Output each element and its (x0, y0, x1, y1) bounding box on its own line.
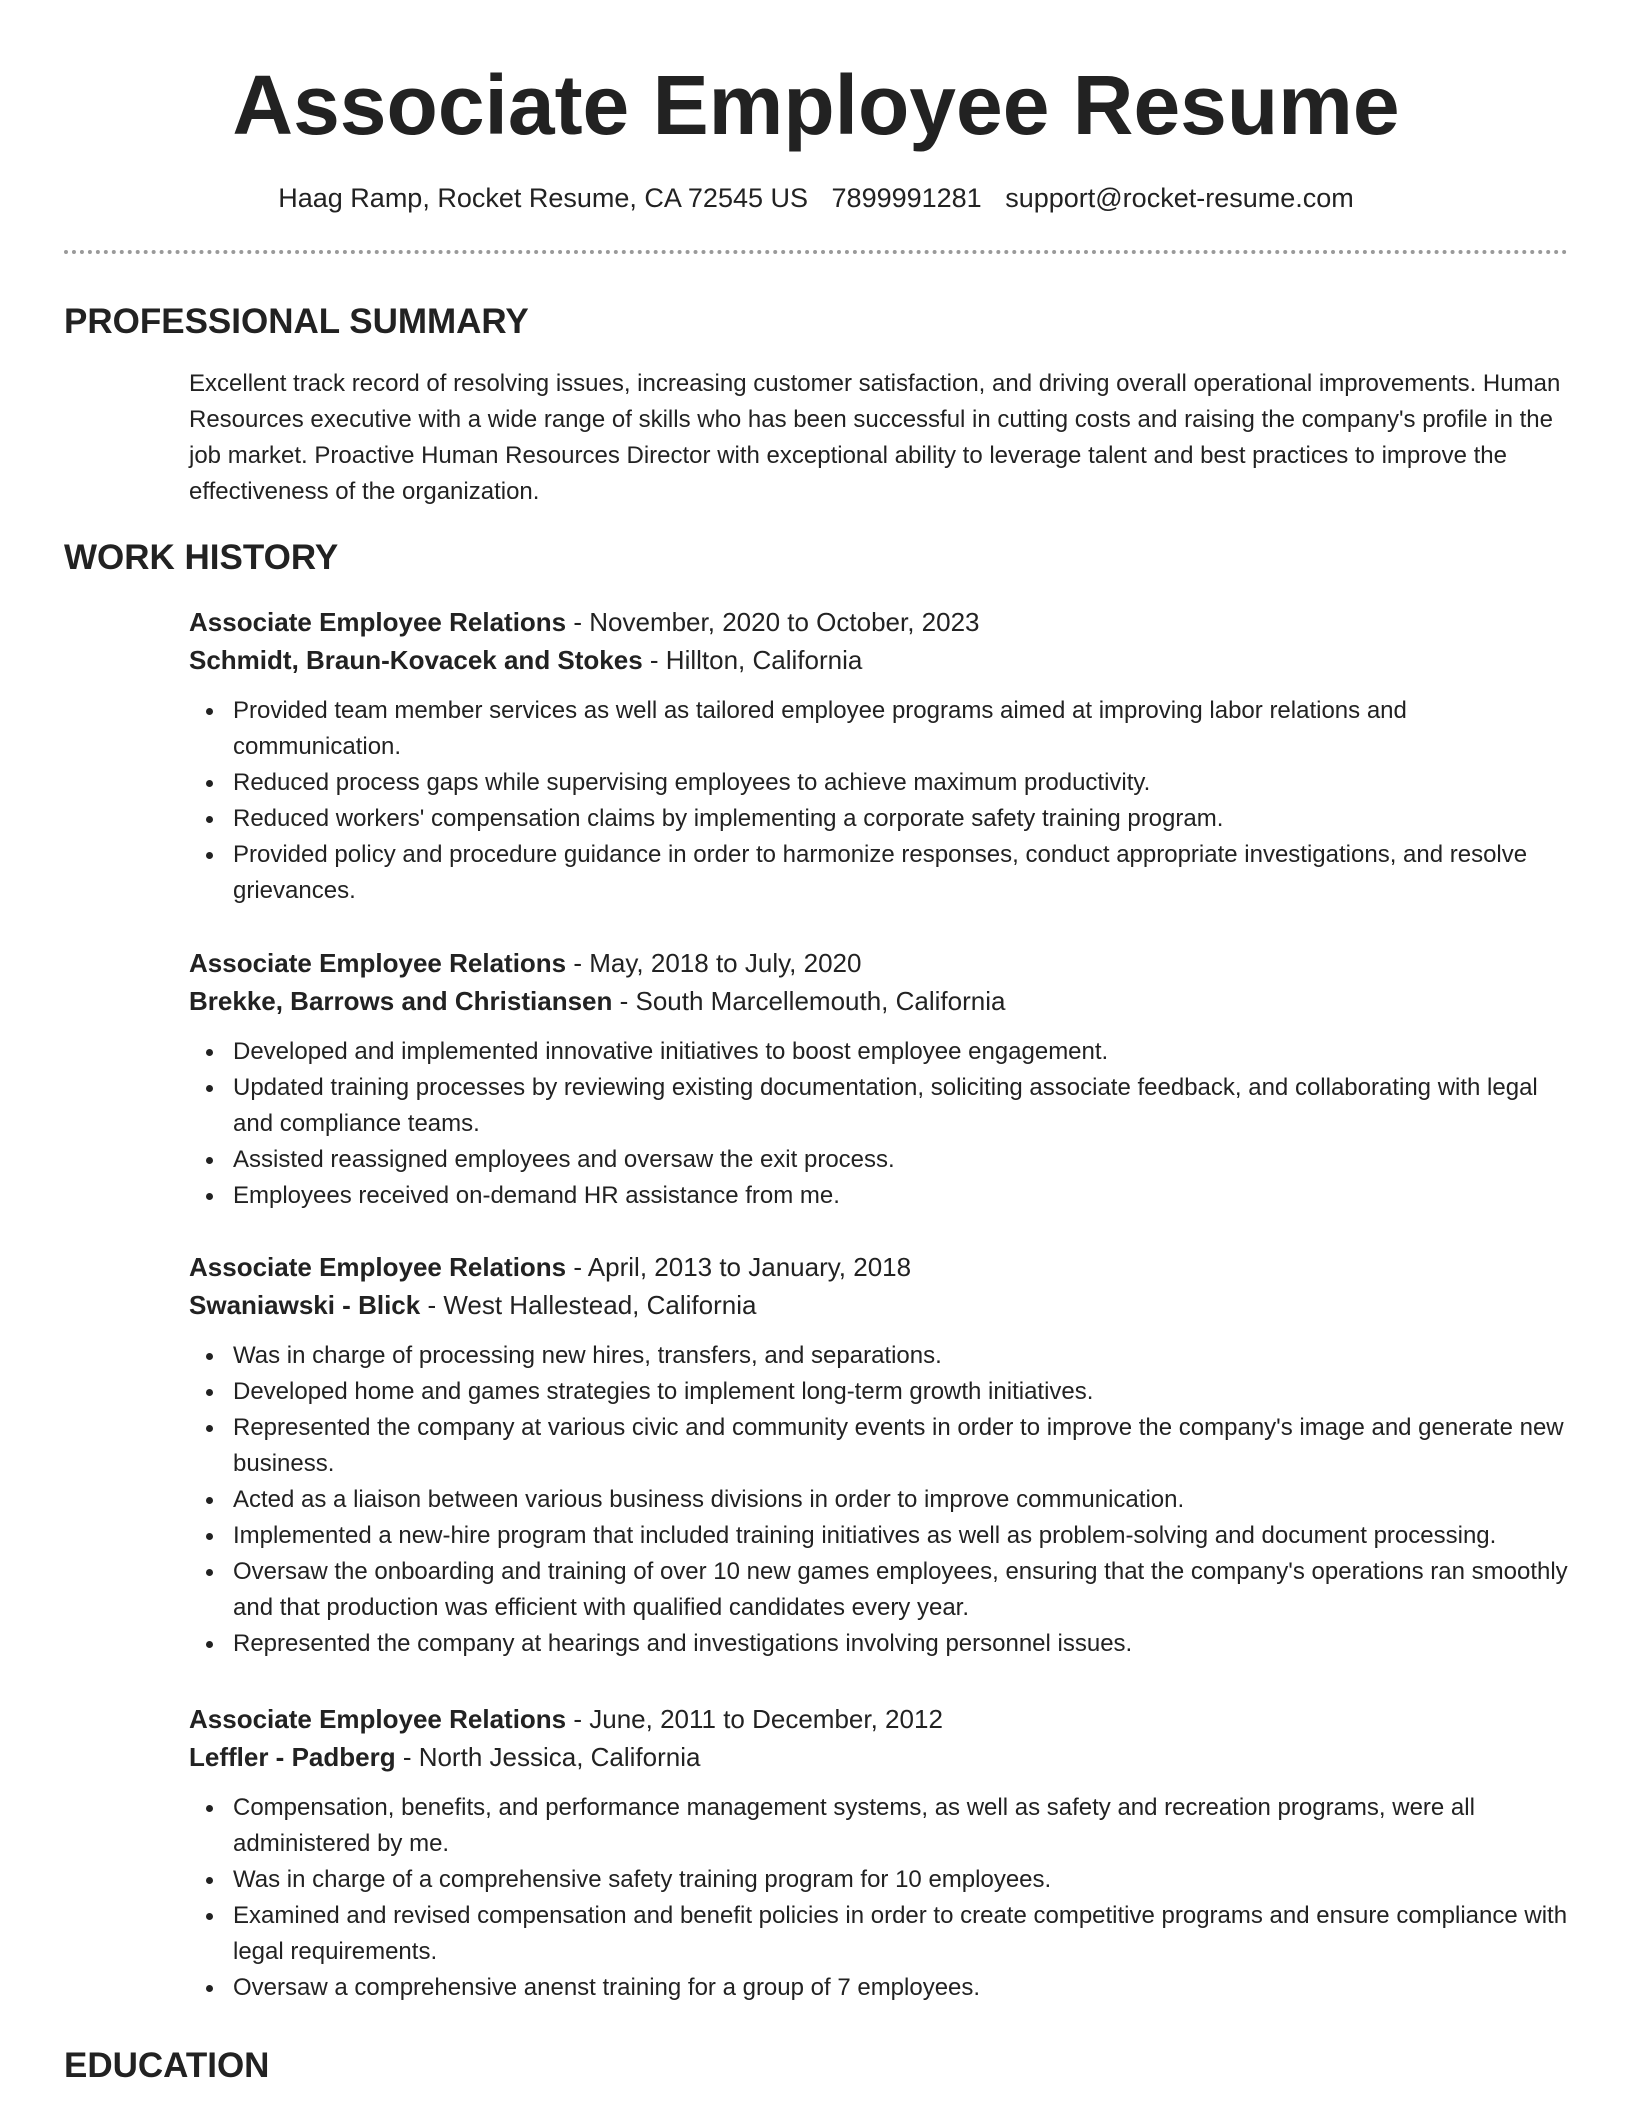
job-company: Brekke, Barrows and Christiansen (189, 986, 613, 1016)
job-bullet: Reduced process gaps while supervising employees to achieve maximum productivity. (233, 765, 1574, 801)
job-bullet: Employees received on-demand HR assistance from me. (233, 1178, 1574, 1214)
job-bullet: Developed home and games strategies to implement long-term growth initiatives. (233, 1374, 1574, 1410)
job-dates: - June, 2011 to December, 2012 (566, 1704, 943, 1734)
job-title-line (189, 1700, 1574, 1738)
contact-email[interactable]: support@rocket-resume.com (1005, 183, 1354, 213)
job-bullet: Implemented a new-hire program that included training initiatives as well as problem-solving and document processing. (233, 1518, 1574, 1554)
job-company: Swaniawski - Blick (189, 1290, 421, 1320)
job-bullet: Reduced workers' compensation claims by implementing a corporate safety training program. (233, 801, 1574, 837)
work-history-heading: WORK HISTORY (64, 538, 339, 577)
resume-title: Associate Employee Resume (232, 58, 1400, 152)
header-divider (64, 250, 1568, 254)
job-bullet: Developed and implemented innovative initiatives to boost employee engagement. (233, 1034, 1574, 1070)
job-location: - Hillton, California (642, 645, 863, 675)
job-bullet: Compensation, benefits, and performance management systems, as well as safety and recreation programs, were all administered by me. (233, 1790, 1574, 1862)
job-dates: - November, 2020 to October, 2023 (566, 607, 980, 637)
summary-heading: PROFESSIONAL SUMMARY (64, 302, 529, 341)
job-bullets (189, 693, 1574, 909)
education-heading: EDUCATION (64, 2046, 270, 2085)
job-title-line (189, 603, 1574, 641)
job-title: Associate Employee Relations (189, 1704, 567, 1734)
summary-text: Excellent track record of resolving issues, increasing customer satisfaction, and driving overall operational improvements. Human Resources executive with a wide range of skills who has been successful in cutting costs and raising the company's profile in the job market. Proactive Human Resources Director with exceptional ability to leverage talent and best practices to improve the effectiveness of the organization. (189, 370, 1561, 505)
job-bullet: Was in charge of processing new hires, transfers, and separations. (233, 1338, 1574, 1374)
job-title: Associate Employee Relations (189, 948, 567, 978)
contact-phone: 7899991281 (831, 183, 982, 213)
job-bullets (189, 1338, 1574, 1662)
job-bullet: Represented the company at various civic and community events in order to improve the company's image and generate new business. (233, 1410, 1574, 1482)
job-location: - North Jessica, California (395, 1742, 701, 1772)
job-company: Schmidt, Braun-Kovacek and Stokes (189, 645, 643, 675)
job-entry (189, 944, 1574, 1214)
job-bullet: Oversaw a comprehensive anenst training for a group of 7 employees. (233, 1970, 1574, 2006)
job-company-line (189, 982, 1574, 1020)
job-bullets (189, 1790, 1574, 2006)
job-bullet: Represented the company at hearings and investigations involving personnel issues. (233, 1626, 1574, 1662)
job-bullet: Assisted reassigned employees and oversaw the exit process. (233, 1142, 1574, 1178)
job-company-line (189, 1286, 1574, 1324)
job-bullet: Examined and revised compensation and benefit policies in order to create competitive programs and ensure compliance with legal requirements. (233, 1898, 1574, 1970)
job-bullets (189, 1034, 1574, 1214)
job-location: - South Marcellemouth, California (612, 986, 1006, 1016)
job-bullet: Updated training processes by reviewing existing documentation, soliciting associate feedback, and collaborating with legal and compliance teams. (233, 1070, 1574, 1142)
contact-address: Haag Ramp, Rocket Resume, CA 72545 US (278, 183, 809, 213)
job-bullet: Provided policy and procedure guidance in order to harmonize responses, conduct appropriate investigations, and resolve grievances. (233, 837, 1574, 909)
job-bullet: Provided team member services as well as tailored employee programs aimed at improving labor relations and communication. (233, 693, 1574, 765)
job-company: Leffler - Padberg (189, 1742, 396, 1772)
job-entry (189, 1700, 1574, 2006)
job-company-line (189, 1738, 1574, 1776)
job-company-line (189, 641, 1574, 679)
job-dates: - May, 2018 to July, 2020 (566, 948, 862, 978)
job-dates: - April, 2013 to January, 2018 (566, 1252, 912, 1282)
job-bullet: Was in charge of a comprehensive safety training program for 10 employees. (233, 1862, 1574, 1898)
job-title: Associate Employee Relations (189, 1252, 567, 1282)
job-entry (189, 1248, 1574, 1662)
job-title-line (189, 944, 1574, 982)
job-bullet: Oversaw the onboarding and training of over 10 new games employees, ensuring that the company's operations ran smoothly and that production was efficient with qualified candidates every year. (233, 1554, 1574, 1626)
contact-line (0, 180, 1632, 216)
job-bullet: Acted as a liaison between various business divisions in order to improve communication. (233, 1482, 1574, 1518)
job-title: Associate Employee Relations (189, 607, 567, 637)
job-location: - West Hallestead, California (420, 1290, 757, 1320)
job-title-line (189, 1248, 1574, 1286)
job-entry (189, 603, 1574, 909)
